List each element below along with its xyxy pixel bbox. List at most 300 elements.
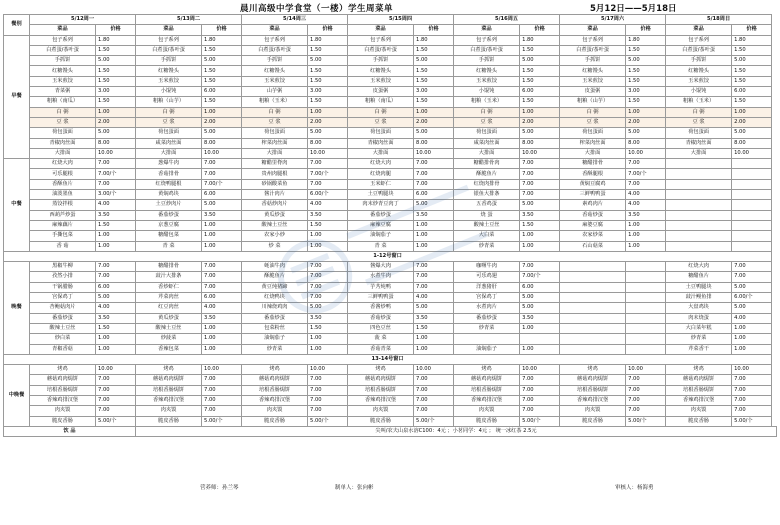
dish-name: 素鸡肉片 bbox=[560, 200, 626, 210]
dish-price: 7.00 bbox=[732, 375, 772, 385]
dish-price: 2.00 bbox=[96, 117, 136, 127]
dish-name: 培根香肠焗饼 bbox=[348, 385, 414, 395]
price-column-header: 价格 bbox=[626, 25, 666, 35]
dish-name: 可乐腿根 bbox=[30, 169, 96, 179]
menu-row bbox=[4, 231, 777, 241]
dish-name: 红糖馒头 bbox=[242, 66, 308, 76]
day-header: 5/12周一 bbox=[30, 15, 136, 25]
dish-price bbox=[520, 334, 560, 344]
dish-price: 1.50 bbox=[414, 45, 454, 55]
dish-price: 1.00 bbox=[414, 334, 454, 344]
dish-name: 水煮牛肉 bbox=[348, 272, 414, 282]
dish-name: 香酥腿根 bbox=[560, 169, 626, 179]
dish-name: 炒 菜 bbox=[242, 241, 308, 251]
dish-name: 蘑菇鸡肉焗饼 bbox=[348, 375, 414, 385]
dish-name: 农家小炒 bbox=[242, 231, 308, 241]
dish-price: 7.00 bbox=[202, 406, 242, 416]
dish-price: 8.00 bbox=[626, 138, 666, 148]
dish-price: 1.80 bbox=[626, 35, 666, 45]
dish-price: 7.00 bbox=[308, 406, 348, 416]
dish-name: 脆皮香肠 bbox=[666, 416, 732, 426]
dish-name: 炒青菜 bbox=[666, 334, 732, 344]
dish-price: 2.00 bbox=[414, 117, 454, 127]
dish-price: 7.00 bbox=[732, 272, 772, 282]
dish-name: 大排面 bbox=[454, 148, 520, 158]
dish-price: 1.00 bbox=[308, 231, 348, 241]
dish-price: 6.00 bbox=[520, 282, 560, 292]
dish-name: 洋葱猪肝 bbox=[454, 282, 520, 292]
dish-price: 7.00 bbox=[520, 395, 560, 405]
dish-price: 1.00 bbox=[202, 241, 242, 251]
dish-price: 7.00 bbox=[308, 159, 348, 169]
dish-price: 1.50 bbox=[96, 220, 136, 230]
dish-name: 豆 浆 bbox=[136, 117, 202, 127]
meal-type-label: 中晚餐 bbox=[4, 365, 30, 427]
dish-price: 1.80 bbox=[308, 35, 348, 45]
dish-price: 6.00 bbox=[414, 190, 454, 200]
dish-price: 7.00 bbox=[626, 159, 666, 169]
dish-price: 1.50 bbox=[96, 323, 136, 333]
dish-price: 1.00 bbox=[96, 107, 136, 117]
dish-price: 10.00 bbox=[520, 365, 560, 375]
dish-name: 大排面 bbox=[242, 148, 308, 158]
dish-price: 1.00 bbox=[520, 107, 560, 117]
dish-price: 4.00 bbox=[308, 200, 348, 210]
menu-row bbox=[4, 190, 777, 200]
dish-name: 榨菜肉丝面 bbox=[242, 138, 308, 148]
dish-price: 5.00/个 bbox=[626, 416, 666, 426]
dish-name bbox=[560, 303, 626, 313]
dish-price: 10.00 bbox=[96, 148, 136, 158]
dish-price: 5.00 bbox=[414, 56, 454, 66]
dish-name: 培根香肠焗饼 bbox=[30, 385, 96, 395]
dish-name: 手抓饼 bbox=[666, 56, 732, 66]
dish-price: 1.50 bbox=[308, 66, 348, 76]
dish-price: 10.00 bbox=[96, 365, 136, 375]
menu-row bbox=[4, 117, 777, 127]
dish-name: 玉米煎饺 bbox=[136, 76, 202, 86]
dish-name: 荷包蛋面 bbox=[242, 128, 308, 138]
dish-price: 1.00 bbox=[202, 334, 242, 344]
day-header-row bbox=[4, 15, 777, 25]
dish-name: 宫保鸡丁 bbox=[454, 293, 520, 303]
dish-price: 1.50 bbox=[520, 76, 560, 86]
dish-name: 手抓饼 bbox=[242, 56, 308, 66]
dish-name: 蘑菇鸡肉焗饼 bbox=[242, 375, 308, 385]
menu-row bbox=[4, 220, 777, 230]
dish-name: 脆皮香肠 bbox=[560, 416, 626, 426]
day-header: 5/13周二 bbox=[136, 15, 242, 25]
dish-price: 7.00 bbox=[520, 406, 560, 416]
dish-price: 1.00 bbox=[202, 323, 242, 333]
dish-price: 1.00 bbox=[520, 231, 560, 241]
dish-price: 7.00 bbox=[202, 375, 242, 385]
dish-price: 6.00/个 bbox=[308, 190, 348, 200]
dish-price: 1.00 bbox=[626, 220, 666, 230]
dish-price: 7.00 bbox=[414, 179, 454, 189]
dish-name: 糖醋排骨 bbox=[136, 262, 202, 272]
dish-price: 5.00 bbox=[520, 200, 560, 210]
reviewer-label: 审核人：杨海勇 bbox=[615, 485, 654, 491]
window-note-row bbox=[4, 251, 777, 261]
dish-name: 培根香肠焗饼 bbox=[560, 385, 626, 395]
dish-name: 皮蛋粥 bbox=[348, 87, 414, 97]
dish-price: 5.00 bbox=[520, 128, 560, 138]
dish-name: 包子系列 bbox=[30, 35, 96, 45]
dish-price: 5.00 bbox=[308, 56, 348, 66]
dish-price: 1.50 bbox=[96, 45, 136, 55]
dish-price: 5.00 bbox=[414, 200, 454, 210]
dish-name: 炒白菜 bbox=[30, 334, 96, 344]
dish-price: 1.00 bbox=[732, 344, 772, 354]
dish-name: 小馄饨 bbox=[454, 87, 520, 97]
menu-row bbox=[4, 179, 777, 189]
dish-price: 4.00 bbox=[96, 200, 136, 210]
dish-name: 红糖馒头 bbox=[30, 66, 96, 76]
dish-name: 红烧大肉 bbox=[348, 159, 414, 169]
dish-name: 番茄炒蛋 bbox=[136, 210, 202, 220]
dish-name: 烤鸡 bbox=[30, 365, 96, 375]
dish-name: 香辣鸡排汉堡 bbox=[666, 395, 732, 405]
dish-name: 脆皮香肠 bbox=[242, 416, 308, 426]
dish-price: 6.00 bbox=[96, 282, 136, 292]
dish-name: 玉米煎饺 bbox=[348, 76, 414, 86]
dish-name: 豉汁鳗鱼排 bbox=[666, 293, 732, 303]
dish-name: 粗粮（玉米） bbox=[242, 97, 308, 107]
dish-price: 1.00 bbox=[520, 344, 560, 354]
menu-row bbox=[4, 395, 777, 405]
dish-price: 1.80 bbox=[732, 35, 772, 45]
dish-price: 2.00 bbox=[520, 117, 560, 127]
dish-price: 1.50 bbox=[520, 45, 560, 55]
dish-name: 青椒香菇 bbox=[30, 344, 96, 354]
dish-price: 5.00/个 bbox=[520, 416, 560, 426]
dish-name: 白 粥 bbox=[242, 107, 308, 117]
dish-name: 白煮蛋/茶叶蛋 bbox=[348, 45, 414, 55]
dish-price: 4.00 bbox=[732, 313, 772, 323]
title-bar bbox=[0, 0, 780, 14]
dish-name bbox=[666, 241, 732, 251]
dish-price: 7.00 bbox=[308, 179, 348, 189]
menu-row bbox=[4, 313, 777, 323]
dish-price: 1.00 bbox=[732, 323, 772, 333]
dish-price: 7.00 bbox=[96, 272, 136, 282]
dish-price: 5.00 bbox=[732, 56, 772, 66]
dish-name: 可乐鸡翅 bbox=[454, 272, 520, 282]
dish-name: 粗粮（山芋） bbox=[136, 97, 202, 107]
dish-name: 京葱豆腐 bbox=[136, 220, 202, 230]
dish-name: 烤鸡 bbox=[454, 365, 520, 375]
dish-price: 7.00 bbox=[520, 385, 560, 395]
dish-name: 玉米煎饺 bbox=[666, 76, 732, 86]
dish-name: 油焖茄子 bbox=[348, 231, 414, 241]
dish-price: 1.00 bbox=[96, 241, 136, 251]
dish-name: 麻辣藕片 bbox=[30, 220, 96, 230]
dish-price: 7.00 bbox=[520, 262, 560, 272]
dish-name: 豉汁大排条 bbox=[136, 272, 202, 282]
dish-name: 白 粥 bbox=[30, 107, 96, 117]
dish-price: 3.50 bbox=[202, 210, 242, 220]
menu-row bbox=[4, 169, 777, 179]
dish-price: 5.00 bbox=[732, 303, 772, 313]
dish-price: 5.00 bbox=[626, 56, 666, 66]
dish-name: 西葫芦炒蛋 bbox=[30, 210, 96, 220]
dish-name: 白 粥 bbox=[666, 107, 732, 117]
dish-name: 黄焖豆腐鸡 bbox=[560, 179, 626, 189]
dish-price: 1.50 bbox=[520, 220, 560, 230]
dish-price: 1.00 bbox=[96, 231, 136, 241]
dish-name: 烤鸡 bbox=[666, 365, 732, 375]
dish-name: 糖醋包菜 bbox=[136, 231, 202, 241]
dish-name: 五香鸡蛋 bbox=[454, 200, 520, 210]
dish-price: 7.00 bbox=[520, 179, 560, 189]
dish-price: 7.00 bbox=[96, 375, 136, 385]
dish-price: 5.00 bbox=[96, 56, 136, 66]
dish-name: 宫保鸡丁 bbox=[30, 293, 96, 303]
menu-row bbox=[4, 107, 777, 117]
dish-price: 7.00 bbox=[520, 169, 560, 179]
dish-name: 红豆肉丝 bbox=[136, 303, 202, 313]
dish-name: 包子系列 bbox=[136, 35, 202, 45]
dish-name: 青椒肉丝面 bbox=[666, 138, 732, 148]
dish-price: 1.50 bbox=[732, 76, 772, 86]
dish-price: 5.00 bbox=[308, 128, 348, 138]
dish-name: 粗粮（南瓜） bbox=[30, 97, 96, 107]
dish-price bbox=[732, 220, 772, 230]
dish-name: 土豆炒肉片 bbox=[136, 200, 202, 210]
dish-name: 大排面 bbox=[30, 148, 96, 158]
dish-name: 香菇青菜 bbox=[348, 344, 414, 354]
dish-price: 7.00 bbox=[202, 272, 242, 282]
drinks-text: 尖叫/农夫山泉水溶C100：4元 ；小茗同学：4元 ； 统一冰红茶 2.5元 bbox=[136, 426, 777, 436]
dish-price: 3.00 bbox=[96, 87, 136, 97]
dish-name: 手抓饼 bbox=[348, 56, 414, 66]
dish-name: 包子系列 bbox=[454, 35, 520, 45]
dish-name: 孜然小排 bbox=[30, 272, 96, 282]
dish-price: 7.00 bbox=[626, 375, 666, 385]
dish-name: 红糖馒头 bbox=[560, 66, 626, 76]
dish-name: 炒青菜 bbox=[454, 241, 520, 251]
dish-name: 包子系列 bbox=[348, 35, 414, 45]
dish-name: 烤鸡 bbox=[348, 365, 414, 375]
menu-row bbox=[4, 200, 777, 210]
dish-name: 包菜粉丝 bbox=[242, 323, 308, 333]
dish-price: 7.00 bbox=[520, 375, 560, 385]
dish-name: 红烧鸭块 bbox=[242, 293, 308, 303]
menu-row bbox=[4, 35, 777, 45]
dish-name: 香炒虾仁 bbox=[136, 282, 202, 292]
dish-price: 7.00 bbox=[202, 169, 242, 179]
dish-price: 1.50 bbox=[308, 323, 348, 333]
dish-name: 红烧大肉 bbox=[30, 159, 96, 169]
dish-name: 干锅腊肠 bbox=[30, 282, 96, 292]
dish-price: 1.00 bbox=[202, 220, 242, 230]
dish-name: 酸辣土豆丝 bbox=[454, 220, 520, 230]
dish-price: 6.00 bbox=[202, 87, 242, 97]
menu-row bbox=[4, 323, 777, 333]
dish-price: 3.00 bbox=[308, 87, 348, 97]
dish-price: 2.00 bbox=[626, 117, 666, 127]
dish-name: 烤鸡 bbox=[560, 365, 626, 375]
dish-name: 包子系列 bbox=[242, 35, 308, 45]
menu-row bbox=[4, 148, 777, 158]
menu-row bbox=[4, 272, 777, 282]
dish-price: 7.00 bbox=[414, 385, 454, 395]
dish-name: 大排面 bbox=[348, 148, 414, 158]
dish-price: 1.00 bbox=[414, 344, 454, 354]
dish-name: 培根香肠焗饼 bbox=[136, 385, 202, 395]
dish-price: 6.00 bbox=[202, 293, 242, 303]
menu-row bbox=[4, 262, 777, 272]
dish-price: 6.00 bbox=[202, 190, 242, 200]
window-note: 13-14号窗口 bbox=[4, 354, 772, 364]
dish-price: 7.00 bbox=[414, 282, 454, 292]
dish-price: 10.00 bbox=[202, 148, 242, 158]
dish-price bbox=[732, 159, 772, 169]
dish-price: 1.50 bbox=[732, 45, 772, 55]
dish-name: 粗粮（玉米） bbox=[454, 97, 520, 107]
dish-price: 7.00 bbox=[202, 395, 242, 405]
dish-price: 10.00 bbox=[520, 148, 560, 158]
menu-row bbox=[4, 210, 777, 220]
dish-name: 手抓饼 bbox=[454, 56, 520, 66]
dish-name: 白 粥 bbox=[454, 107, 520, 117]
dish-price: 7.00 bbox=[520, 190, 560, 200]
dish-price bbox=[626, 293, 666, 303]
dish-name: 杏鲍菇肉片 bbox=[30, 303, 96, 313]
dish-name: 香菇炒蛋 bbox=[560, 210, 626, 220]
dish-price: 1.00 bbox=[202, 107, 242, 117]
nutritionist-label: 营养师：孙兰琴 bbox=[200, 485, 239, 491]
dish-name: 糖醋里脊肉 bbox=[242, 159, 308, 169]
dish-name: 黄瓜炒蛋 bbox=[136, 313, 202, 323]
dish-price: 7.00 bbox=[202, 159, 242, 169]
dish-price: 1.50 bbox=[626, 76, 666, 86]
dish-price: 1.80 bbox=[96, 35, 136, 45]
dish-name: 荷包蛋面 bbox=[348, 128, 414, 138]
dish-price: 5.00 bbox=[96, 128, 136, 138]
dish-price: 8.00 bbox=[414, 138, 454, 148]
dish-price: 7.00 bbox=[202, 385, 242, 395]
page-title: 晨川高级中学食堂（一楼）学生周菜单 bbox=[240, 4, 394, 14]
menu-row bbox=[4, 344, 777, 354]
dish-name: 粗粮（南瓜） bbox=[348, 97, 414, 107]
dish-price: 7.00 bbox=[414, 262, 454, 272]
dish-name: 豆 浆 bbox=[242, 117, 308, 127]
dish-price: 7.00 bbox=[308, 272, 348, 282]
dish-name: 芹菜肉丝 bbox=[136, 293, 202, 303]
dish-name: 蘑菇鸡肉焗饼 bbox=[30, 375, 96, 385]
dish-name: 蚝油牛肉 bbox=[242, 262, 308, 272]
dish-price: 1.00 bbox=[308, 334, 348, 344]
dish-name: 番茄炒蛋 bbox=[348, 210, 414, 220]
dish-price: 3.00 bbox=[626, 87, 666, 97]
dish-name bbox=[560, 293, 626, 303]
dish-price bbox=[732, 190, 772, 200]
dish-name bbox=[560, 262, 626, 272]
dish-price: 7.00 bbox=[626, 385, 666, 395]
dish-price: 7.00 bbox=[732, 406, 772, 416]
dish-price: 1.50 bbox=[96, 76, 136, 86]
dish-name: 白 粥 bbox=[560, 107, 626, 117]
dish-name: 白煮蛋/茶叶蛋 bbox=[242, 45, 308, 55]
menu-row bbox=[4, 45, 777, 55]
dish-name: 香酥鱼片 bbox=[30, 179, 96, 189]
dish-name: 蘑菇鸡肉焗饼 bbox=[666, 375, 732, 385]
dish-price: 3.50 bbox=[96, 313, 136, 323]
dish-name bbox=[666, 210, 732, 220]
dish-name bbox=[560, 313, 626, 323]
dish-price: 1.00 bbox=[96, 334, 136, 344]
dish-name: 肉夹馍 bbox=[454, 406, 520, 416]
dish-price: 3.50 bbox=[308, 313, 348, 323]
dish-price: 7.00 bbox=[732, 385, 772, 395]
dish-price: 7.00 bbox=[414, 375, 454, 385]
dish-price: 7.00 bbox=[96, 395, 136, 405]
dish-price: 3.00 bbox=[414, 87, 454, 97]
dish-price: 6.00/个 bbox=[732, 293, 772, 303]
dish-name: 玉米虾仁 bbox=[348, 179, 414, 189]
dish-name: 肉末炒青豆肉丁 bbox=[348, 200, 414, 210]
dish-price: 4.00 bbox=[96, 303, 136, 313]
dish-price: 1.50 bbox=[626, 66, 666, 76]
dish-name: 豆 浆 bbox=[30, 117, 96, 127]
price-column-header: 价格 bbox=[96, 25, 136, 35]
dish-name: 白煮蛋/茶叶蛋 bbox=[666, 45, 732, 55]
dish-name bbox=[454, 334, 520, 344]
dish-name: 红烧肉排骨 bbox=[454, 179, 520, 189]
dish-price: 7.00 bbox=[308, 293, 348, 303]
dish-price: 5.00 bbox=[96, 293, 136, 303]
dish-name: 大盘鸡块 bbox=[666, 303, 732, 313]
dish-price: 5.00 bbox=[732, 282, 772, 292]
dish-name: 豆 浆 bbox=[666, 117, 732, 127]
dish-name: 红糖馒头 bbox=[136, 66, 202, 76]
dish-name: 油焖茄子 bbox=[242, 334, 308, 344]
dish-name: 蒸饺拌根 bbox=[30, 200, 96, 210]
dish-name: 香辣鸡排汉堡 bbox=[242, 395, 308, 405]
day-header: 5/18周日 bbox=[666, 15, 772, 25]
dish-price: 4.00 bbox=[626, 200, 666, 210]
menu-row bbox=[4, 416, 777, 426]
menu-row bbox=[4, 159, 777, 169]
dish-price: 7.00 bbox=[414, 169, 454, 179]
dish-name bbox=[666, 231, 732, 241]
item-column-header: 菜品 bbox=[136, 25, 202, 35]
dish-name: 酱汁肉片 bbox=[242, 190, 308, 200]
dish-name: 酥脆鱼片 bbox=[242, 272, 308, 282]
dish-price: 1.50 bbox=[308, 76, 348, 86]
dish-name: 肉夹馍 bbox=[560, 406, 626, 416]
dish-price: 1.50 bbox=[96, 66, 136, 76]
dish-price: 1.80 bbox=[202, 35, 242, 45]
dish-price: 2.00 bbox=[202, 117, 242, 127]
dish-price: 1.50 bbox=[732, 97, 772, 107]
dish-name: 香 菇 bbox=[30, 241, 96, 251]
dish-price: 8.00 bbox=[520, 138, 560, 148]
dish-price: 7.00/个 bbox=[520, 272, 560, 282]
dish-name: 肉末烧蛋 bbox=[666, 313, 732, 323]
dish-name: 糖醋鱼片 bbox=[666, 272, 732, 282]
item-column-header: 菜品 bbox=[30, 25, 96, 35]
dish-price: 1.00 bbox=[414, 107, 454, 117]
dish-price: 5.00/个 bbox=[202, 416, 242, 426]
dish-price: 5.00 bbox=[202, 200, 242, 210]
dish-price: 8.00 bbox=[308, 138, 348, 148]
dish-price: 1.50 bbox=[308, 97, 348, 107]
dish-name: 皮蛋粥 bbox=[560, 87, 626, 97]
dish-price: 5.00 bbox=[414, 303, 454, 313]
